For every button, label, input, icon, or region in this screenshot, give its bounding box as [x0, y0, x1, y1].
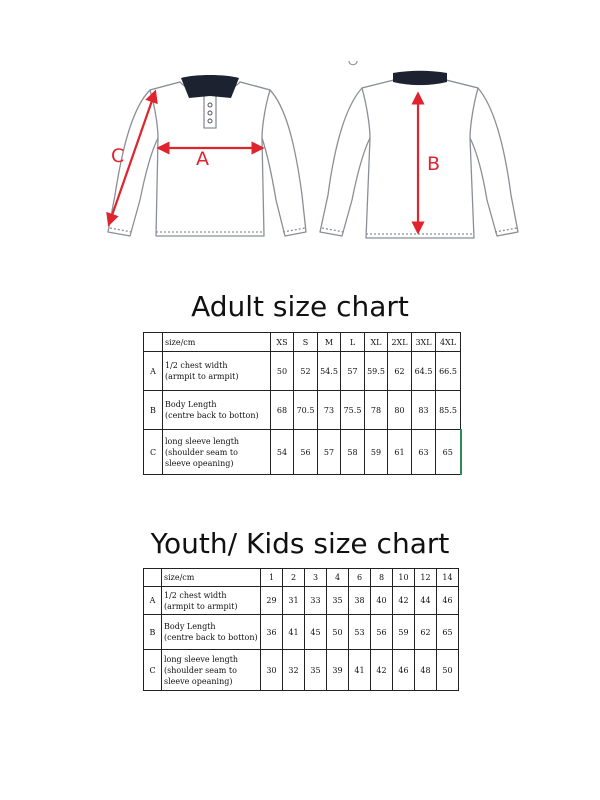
youth-row-a — [144, 587, 459, 615]
adult-corner-cell — [144, 333, 163, 352]
adult-size-l: L — [341, 333, 365, 352]
youth-size-10: 10 — [393, 569, 415, 587]
youth-header-label: size/cm — [162, 569, 261, 587]
cell: 66.5 — [436, 352, 461, 391]
label-c: C — [111, 145, 125, 167]
cell: 36 — [261, 615, 283, 650]
cell: 40 — [371, 587, 393, 615]
adult-row-a — [144, 352, 461, 391]
cell: 46 — [393, 650, 415, 691]
label-b: B — [427, 153, 441, 175]
row-description: Body Length (centre back to botton) — [163, 391, 271, 430]
adult-size-m: M — [318, 333, 341, 352]
row-code: C — [144, 650, 162, 691]
row-description: Body Length (centre back to botton) — [162, 615, 261, 650]
cell: 42 — [371, 650, 393, 691]
youth-size-1: 1 — [261, 569, 283, 587]
adult-header-label: size/cm — [163, 333, 271, 352]
shirt-illustration — [0, 0, 600, 270]
cell: 35 — [327, 587, 349, 615]
cell: 57 — [341, 352, 365, 391]
cell: 78 — [365, 391, 388, 430]
cell: 68 — [271, 391, 294, 430]
row-description: long sleeve length (shoulder seam to sleeve opeaning) — [163, 430, 271, 475]
cell: 62 — [388, 352, 412, 391]
adult-size-s: S — [294, 333, 318, 352]
adult-header-row — [144, 333, 461, 352]
adult-row-b — [144, 391, 461, 430]
cell: 75.5 — [341, 391, 365, 430]
youth-row-c — [144, 650, 459, 691]
youth-size-12: 12 — [415, 569, 437, 587]
adult-size-xs: XS — [271, 333, 294, 352]
cell: 33 — [305, 587, 327, 615]
adult-size-2xl: 2XL — [388, 333, 412, 352]
cell: 57 — [318, 430, 341, 475]
cell: 65 — [437, 615, 459, 650]
adult-size-table — [143, 332, 462, 475]
cell: 46 — [437, 587, 459, 615]
youth-chart-title: Youth/ Kids size chart — [150, 527, 450, 560]
cell: 42 — [393, 587, 415, 615]
cell: 85.5 — [436, 391, 461, 430]
cell: 35 — [305, 650, 327, 691]
cell: 30 — [261, 650, 283, 691]
row-code: A — [144, 587, 162, 615]
row-code: A — [144, 352, 163, 391]
row-description: 1/2 chest width (armpit to armpit) — [163, 352, 271, 391]
adult-row-c — [144, 430, 461, 475]
cell: 59 — [365, 430, 388, 475]
cell: 52 — [294, 352, 318, 391]
youth-corner-cell — [144, 569, 162, 587]
cell: 83 — [412, 391, 436, 430]
youth-size-6: 6 — [349, 569, 371, 587]
cell: 41 — [283, 615, 305, 650]
youth-size-14: 14 — [437, 569, 459, 587]
cell: 31 — [283, 587, 305, 615]
cell: 70.5 — [294, 391, 318, 430]
front-collar — [181, 75, 239, 98]
cell: 65 — [436, 430, 461, 475]
adult-size-4xl: 4XL — [436, 333, 461, 352]
cell: 56 — [371, 615, 393, 650]
cell: 80 — [388, 391, 412, 430]
adult-chart-title: Adult size chart — [191, 290, 409, 323]
cell: 64.5 — [412, 352, 436, 391]
placket-buttons — [208, 103, 212, 123]
cell: 39 — [327, 650, 349, 691]
cell: 54.5 — [318, 352, 341, 391]
youth-header-row — [144, 569, 459, 587]
cell: 54 — [271, 430, 294, 475]
cell: 63 — [412, 430, 436, 475]
cell: 59.5 — [365, 352, 388, 391]
cell: 41 — [349, 650, 371, 691]
row-code: B — [144, 391, 163, 430]
cell: 73 — [318, 391, 341, 430]
hanger-hook-icon — [349, 61, 357, 65]
cell: 58 — [341, 430, 365, 475]
cell: 38 — [349, 587, 371, 615]
cell: 45 — [305, 615, 327, 650]
cell: 32 — [283, 650, 305, 691]
cell: 61 — [388, 430, 412, 475]
cell: 50 — [437, 650, 459, 691]
youth-size-3: 3 — [305, 569, 327, 587]
back-collar — [393, 71, 447, 85]
youth-size-8: 8 — [371, 569, 393, 587]
cell: 53 — [349, 615, 371, 650]
cell: 50 — [327, 615, 349, 650]
youth-row-b — [144, 615, 459, 650]
row-description: long sleeve length (shoulder seam to sleeve opeaning) — [162, 650, 261, 691]
row-code: C — [144, 430, 163, 475]
cell: 44 — [415, 587, 437, 615]
youth-size-2: 2 — [283, 569, 305, 587]
adult-size-xl: XL — [365, 333, 388, 352]
cell: 59 — [393, 615, 415, 650]
cell: 29 — [261, 587, 283, 615]
cell: 48 — [415, 650, 437, 691]
youth-size-table — [143, 568, 459, 691]
adult-size-3xl: 3XL — [412, 333, 436, 352]
label-a: A — [196, 148, 209, 170]
row-code: B — [144, 615, 162, 650]
cell: 62 — [415, 615, 437, 650]
cell: 56 — [294, 430, 318, 475]
row-description: 1/2 chest width (armpit to armpit) — [162, 587, 261, 615]
youth-size-4: 4 — [327, 569, 349, 587]
cell: 50 — [271, 352, 294, 391]
